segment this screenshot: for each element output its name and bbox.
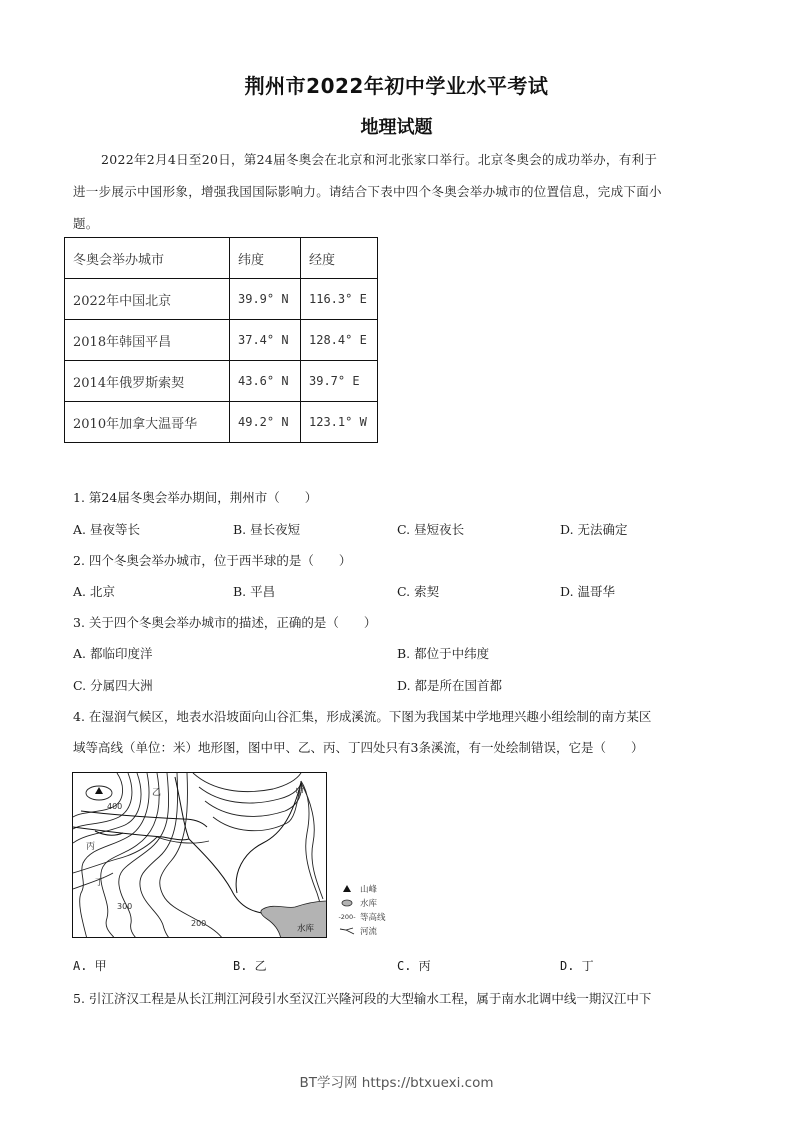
peak-triangle-icon xyxy=(95,787,103,794)
question-4-option-c[interactable]: C. 丙 xyxy=(397,959,431,973)
contour-line-icon: -200- xyxy=(338,913,356,921)
question-3-option-d[interactable]: D. 都是所在国首都 xyxy=(397,678,503,693)
peak-triangle-icon xyxy=(334,885,360,893)
question-2-option-b[interactable]: B. 平昌 xyxy=(233,584,276,599)
intro-line-1: 2022年2月4日至20日，第24届冬奥会在北京和河北张家口举行。北京冬奥会的成功举办，有利于 xyxy=(101,152,658,167)
page-title: 荆州市2022年初中学业水平考试 xyxy=(244,74,549,98)
table-header-city: 冬奥会举办城市 xyxy=(65,238,230,279)
table-cell-longitude: 39.7° E xyxy=(301,361,378,402)
question-1-option-d[interactable]: D. 无法确定 xyxy=(560,522,628,537)
table-cell-latitude: 39.9° N xyxy=(230,279,301,320)
page-subtitle: 地理试题 xyxy=(360,117,433,138)
legend-label-reservoir: 水库 xyxy=(360,899,378,909)
map-legend xyxy=(334,882,386,938)
table-cell-latitude: 43.6° N xyxy=(230,361,301,402)
table-cell-longitude: 128.4° E xyxy=(301,320,378,361)
question-3-option-a[interactable]: A. 都临印度洋 xyxy=(73,646,153,661)
legend-label-contour: 等高线 xyxy=(360,913,386,923)
contour-label-400: 400 xyxy=(107,802,123,811)
table-cell-longitude: 116.3° E xyxy=(301,279,378,320)
intro-line-3: 题。 xyxy=(73,216,99,231)
legend-row-contour xyxy=(334,910,386,924)
table-cell-latitude: 49.2° N xyxy=(230,402,301,443)
river-icon xyxy=(334,927,360,935)
table-row xyxy=(65,279,378,320)
question-1-stem: 1. 第24届冬奥会举办期间，荆州市（ ） xyxy=(73,490,318,505)
question-2-option-d[interactable]: D. 温哥华 xyxy=(560,584,616,599)
stream-label-yi: 乙 xyxy=(152,788,162,798)
legend-row-peak xyxy=(334,882,386,896)
legend-label-peak: 山峰 xyxy=(360,885,378,895)
legend-row-river xyxy=(334,924,386,938)
table-cell-city: 2018年韩国平昌 xyxy=(65,320,230,361)
contour-label-200: 200 xyxy=(191,919,207,928)
question-2-stem: 2. 四个冬奥会举办城市，位于西半球的是（ ） xyxy=(73,553,352,568)
question-4-option-b[interactable]: B. 乙 xyxy=(233,959,267,973)
question-3-option-c[interactable]: C. 分属四大洲 xyxy=(73,678,153,693)
table-cell-city: 2014年俄罗斯索契 xyxy=(65,361,230,402)
table-cell-latitude: 37.4° N xyxy=(230,320,301,361)
table-cell-city: 2022年中国北京 xyxy=(65,279,230,320)
question-1-option-b[interactable]: B. 昼长夜短 xyxy=(233,522,301,537)
question-3-option-b[interactable]: B. 都位于中纬度 xyxy=(397,646,490,661)
reservoir-label: 水库 xyxy=(297,924,315,934)
stream-label-jia: 甲 xyxy=(295,788,305,798)
table-row xyxy=(65,361,378,402)
contour-map-drawing xyxy=(73,773,327,938)
legend-label-river: 河流 xyxy=(360,927,378,937)
question-3-stem: 3. 关于四个冬奥会举办城市的描述，正确的是（ ） xyxy=(73,615,377,630)
question-4-option-d[interactable]: D. 丁 xyxy=(560,959,594,973)
table-row xyxy=(65,402,378,443)
table-header-row xyxy=(65,238,378,279)
reservoir-icon xyxy=(334,899,360,907)
stream-label-bing: 丙 xyxy=(86,842,96,852)
question-2-option-a[interactable]: A. 北京 xyxy=(73,584,115,599)
legend-row-reservoir xyxy=(334,896,386,910)
footer-watermark[interactable]: BT学习网 https://btxuexi.com xyxy=(299,1075,494,1091)
question-5-stem: 5. 引江济汉工程是从长江荆江河段引水至汉江兴隆河段的大型输水工程，属于南水北调中线一期汉江中下 xyxy=(73,991,652,1006)
table-header-latitude: 纬度 xyxy=(230,238,301,279)
table-cell-city: 2010年加拿大温哥华 xyxy=(65,402,230,443)
olympic-cities-table xyxy=(64,237,378,443)
table-header-longitude: 经度 xyxy=(301,238,378,279)
table-row xyxy=(65,320,378,361)
question-4-option-a[interactable]: A. 甲 xyxy=(73,959,107,973)
question-1-option-c[interactable]: C. 昼短夜长 xyxy=(397,522,465,537)
contour-label-300: 300 xyxy=(117,902,133,911)
stream-label-ding: 丁 xyxy=(95,878,105,888)
table-cell-longitude: 123.1° W xyxy=(301,402,378,443)
contour-map xyxy=(72,772,327,938)
question-1-option-a[interactable]: A. 昼夜等长 xyxy=(73,522,140,537)
question-2-option-c[interactable]: C. 索契 xyxy=(397,584,440,599)
reservoir-shape xyxy=(261,901,327,938)
question-4-stem-line-2: 域等高线（单位：米）地形图，图中甲、乙、丙、丁四处只有3条溪流，有一处绘制错误，它是（ ） xyxy=(73,740,644,755)
question-4-stem-line-1: 4. 在湿润气候区，地表水沿坡面向山谷汇集，形成溪流。下图为我国某中学地理兴趣小组绘制的南方某区 xyxy=(73,709,652,724)
intro-line-2: 进一步展示中国形象，增强我国国际影响力。请结合下表中四个冬奥会举办城市的位置信息，完成下面小 xyxy=(73,184,662,199)
